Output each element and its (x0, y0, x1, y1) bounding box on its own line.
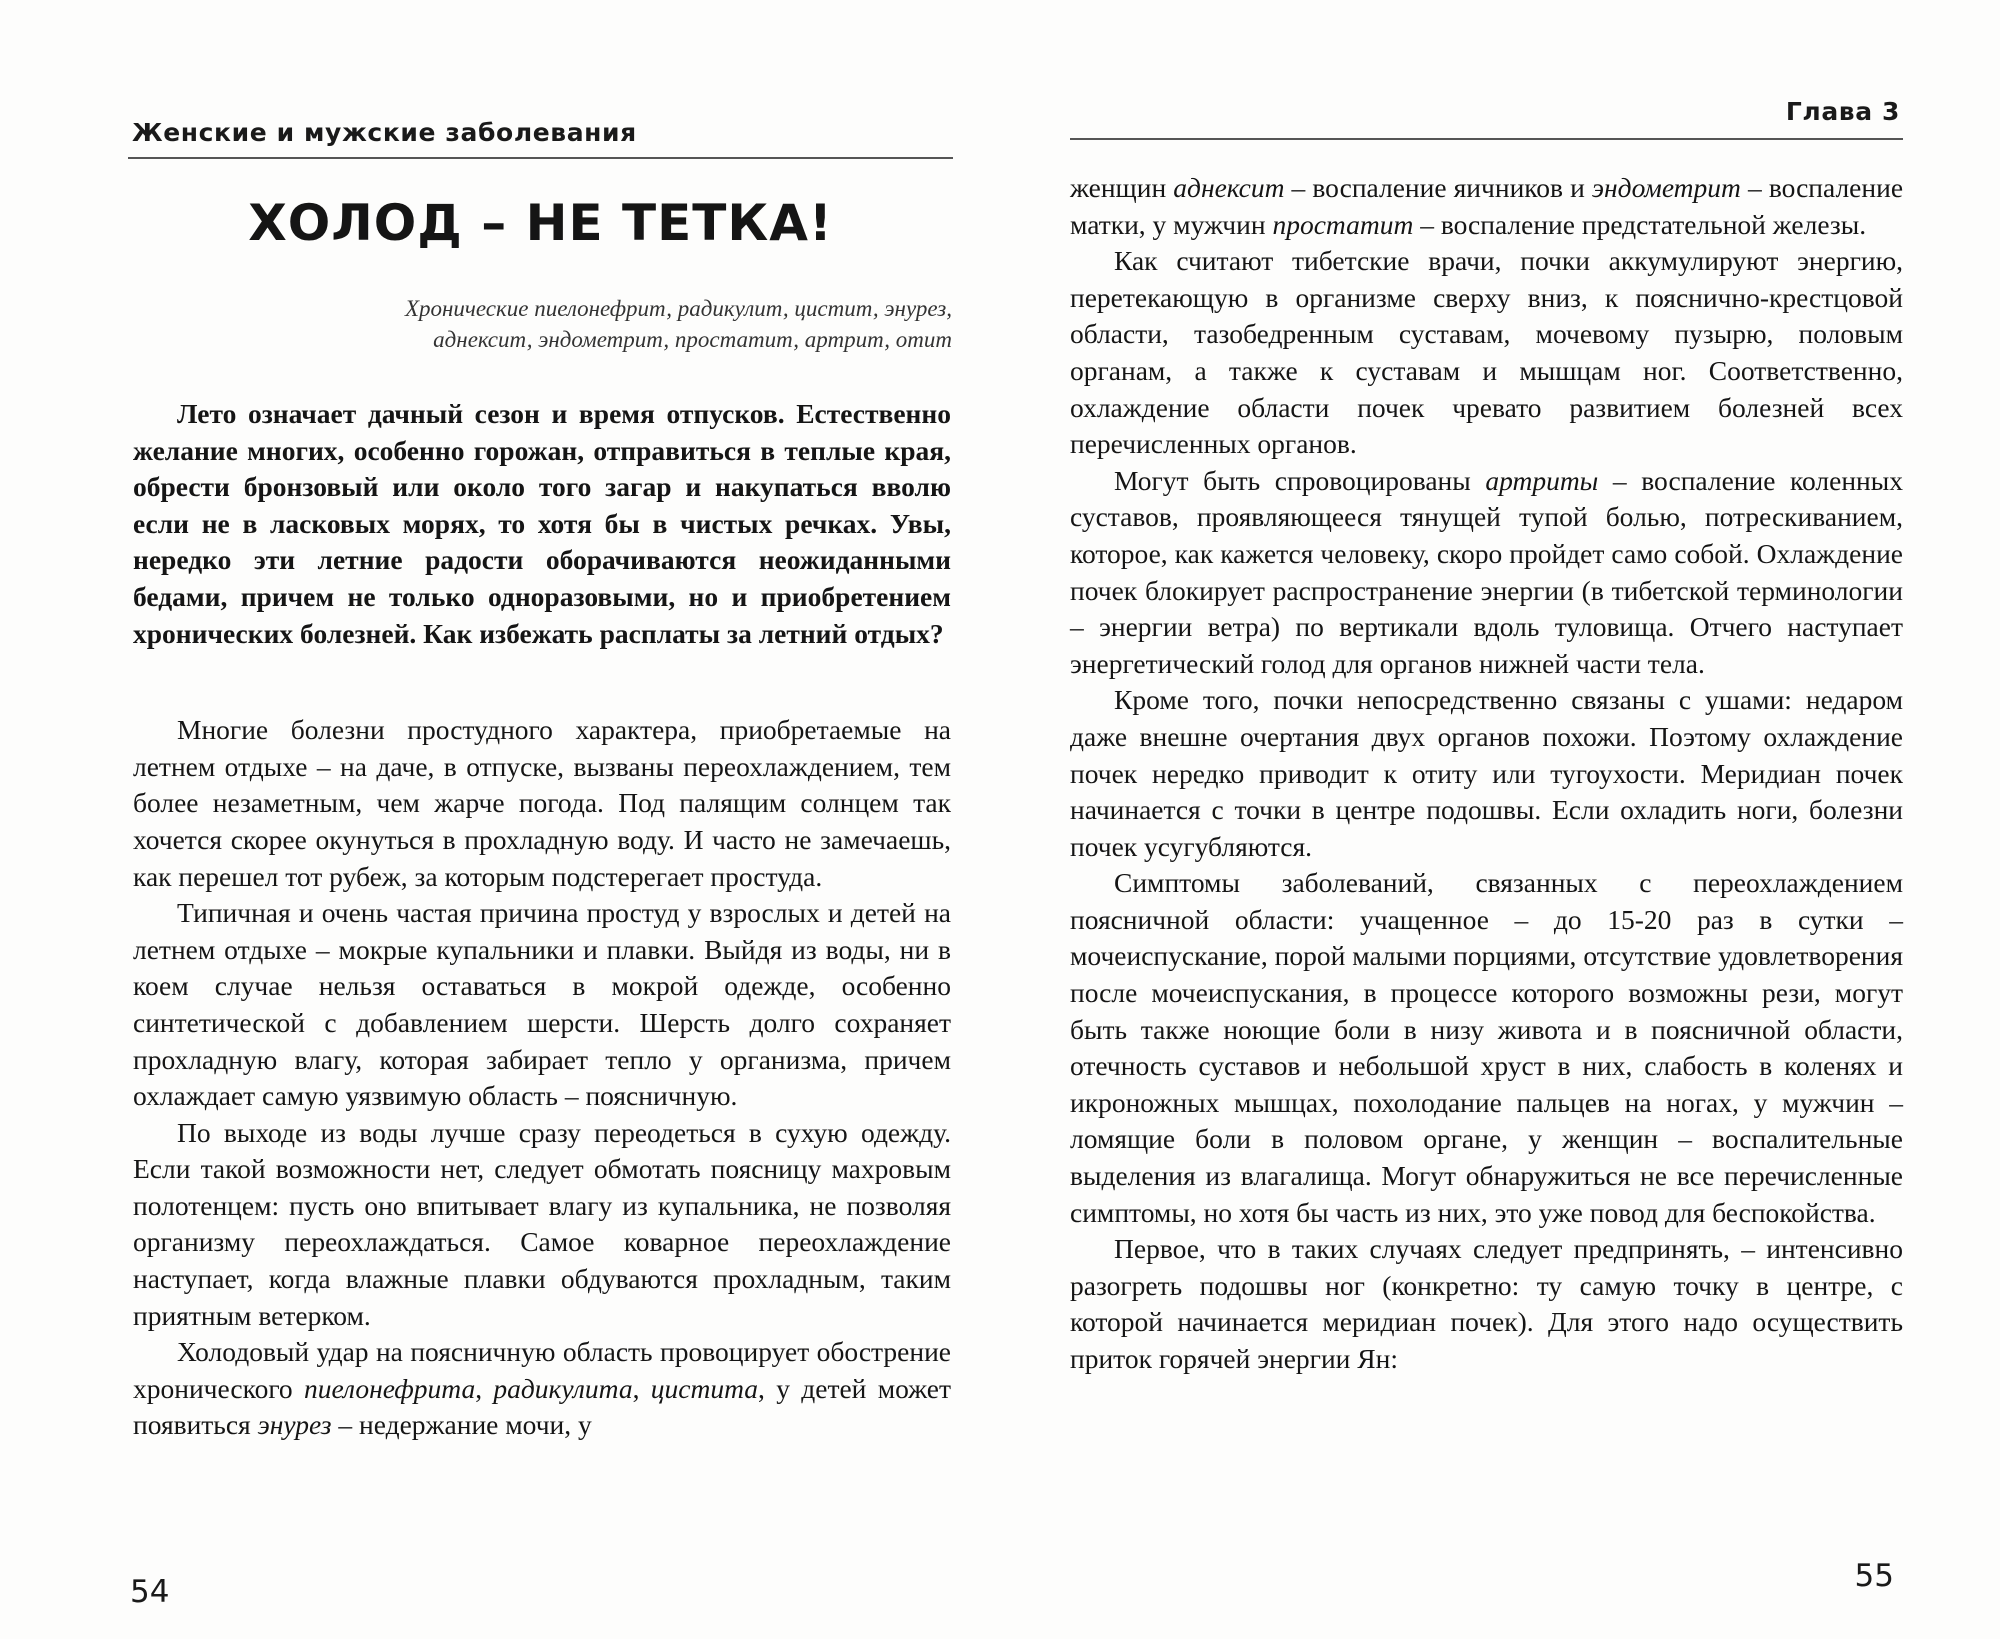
right-page (1000, 0, 2000, 1639)
running-head-right: Глава 3 (1785, 97, 1900, 126)
term-arthritis: артриты (1485, 464, 1599, 496)
paragraph-4 (133, 1334, 951, 1444)
text-run: – воспаление предстательной железы. (1413, 208, 1867, 240)
text-run: – недержание мочи, у (331, 1409, 592, 1441)
text-run: , (632, 1372, 651, 1404)
paragraph-2: Типичная и очень частая причина простуд у взрослых и детей на летнем отдыхе – мокрые купальники и плавки. Выйдя из воды, ни в коем случае нельзя оставаться в мокрой одежде, особенно синтетической с добавлением шерсти. Шерсть долго сохраняет прохладную влагу, которая забирает тепло у организма, причем охлаждает самую уязвимую область – поясничную. (133, 897, 951, 1112)
paragraph-ears: Кроме того, почки непосредственно связаны с ушами: недаром даже внешне очертания двух органов похожи. Поэтому охлаждение почек нередко приводит к отиту или тугоухости. Меридиан почек начинается с точки в центре подошвы. Если охладить ноги, болезни почек усугубляются. (1070, 684, 1903, 862)
left-body-text (133, 396, 951, 1444)
text-run: – воспаление яичников и (1284, 172, 1592, 203)
header-rule-right (1070, 138, 1903, 140)
term-cystitis: цистита (650, 1372, 759, 1404)
text-run: , у детей может появиться (133, 1372, 952, 1441)
text-run: Могут быть спровоцированы (1114, 464, 1486, 496)
paragraph-energy: Как считают тибетские врачи, почки аккумулируют энергию, перетекающую в организме сверху вниз, к пояснично-крестцовой области, тазобедренным суставам, мочевому пузырю, половым органам, а также к суставам и мышцам ног. Соответственно, охлаждение области почек чревато развитием болезней всех перечисленных органов. (1070, 245, 1903, 460)
page-number-right: 55 (1854, 1558, 1894, 1594)
page-number-left: 54 (130, 1574, 170, 1610)
continuation-paragraph (1070, 170, 1903, 243)
paragraph-first-aid: Первое, что в таких случаях следует предпринять, – интенсивно разогреть подошвы ног (конкретно: ту самую точку в центре, с которой начинается меридиан почек). Для этого надо осуществить приток горячей энергии Ян: (1070, 1233, 1903, 1374)
text-run: , (475, 1372, 494, 1404)
paragraph-symptoms: Симптомы заболеваний, связанных с переохлаждением поясничной области: учащенное – до 15-20 раз в сутки – мочеиспускание, порой малыми порциями, отсутствие удовлетворения после мочеиспускания, в процессе которого возможны рези, могут быть также ноющие боли в низу живота и в поясничной области, отечность суставов и небольшой хруст в них, слабость в коленях и икроножных мышцах, похолодание пальцев на ногах, у мужчин – ломящие боли в половом органе, у женщин – воспалительные выделения из влагалища. Могут обнаружиться не все перечисленные симптомы, но хотя бы часть из них, это уже повод для беспокойства. (1070, 867, 1903, 1228)
term-prostatitis: простатит (1272, 208, 1414, 240)
paragraph-3: По выходе из воды лучше сразу переодеться в сухую одежду. Если такой возможности нет, следует обмотать поясницу махровым полотенцем: пусть оно впитывает влагу из купальника, не позволяя организму переохлаждаться. Самое коварное переохлаждение наступает, когда влажные плавки обдуваются прохладным, таким приятным ветерком. (133, 1116, 951, 1331)
text-run: – воспаление матки, у мужчин (1070, 172, 1904, 240)
term-enuresis: энурез (257, 1409, 332, 1441)
term-radiculitis: радикулита (493, 1372, 633, 1404)
right-body-text (1070, 170, 1903, 1378)
running-head-left: Женские и мужские заболевания (132, 118, 637, 147)
term-adnexitis: аднексит (1173, 172, 1285, 203)
text-run: Холодовый удар на поясничную область провоцирует обострение хронического (133, 1336, 951, 1404)
epigraph: Хронические пиелонефрит, радикулит, цистит, энурез, аднексит, эндометрит, простатит, артрит, отит (404, 296, 952, 352)
paragraph-1: Многие болезни простудного характера, приобретаемые на летнем отдыхе – на даче, в отпуске, вызваны переохлаждением, тем более незаметным, чем жарче погода. Под палящим солнцем так хочется скорее окунуться в прохладную воду. И часто не замечаешь, как перешел тот рубеж, за которым подстерегает простуда. (133, 714, 951, 892)
chapter-title: ХОЛОД – НЕ ТЕТКА! (248, 194, 833, 252)
text-run: женщин (1070, 172, 1174, 203)
term-pyelonephritis: пиелонефрита (303, 1372, 476, 1404)
lead-paragraph: Лето означает дачный сезон и время отпусков. Естественно желание многих, особенно горожан, отправиться в теплые края, обрести бронзовый или около того загар и накупаться вволю если не в ласковых морях, то хотя бы в чистых речках. Увы, нередко эти летние радости оборачиваются неожиданными бедами, причем не только одноразовыми, но и приобретением хронических болезней. Как избежать расплаты за летний отдых? (133, 398, 951, 649)
header-rule-left (128, 157, 953, 159)
text-run: – воспаление коленных суставов, проявляющееся тянущей тупой болью, потрескиванием, которое, как кажется человеку, скоро пройдет само собой. Охлаждение почек блокирует распространение энергии (в тибетской терминологии – энергии ветра) по вертикали вдоль туловища. Отчего наступает энергетический голод для органов нижней части тела. (1070, 464, 1903, 679)
paragraph-arthritis (1070, 463, 1903, 683)
term-endometritis: эндометрит (1591, 172, 1741, 203)
